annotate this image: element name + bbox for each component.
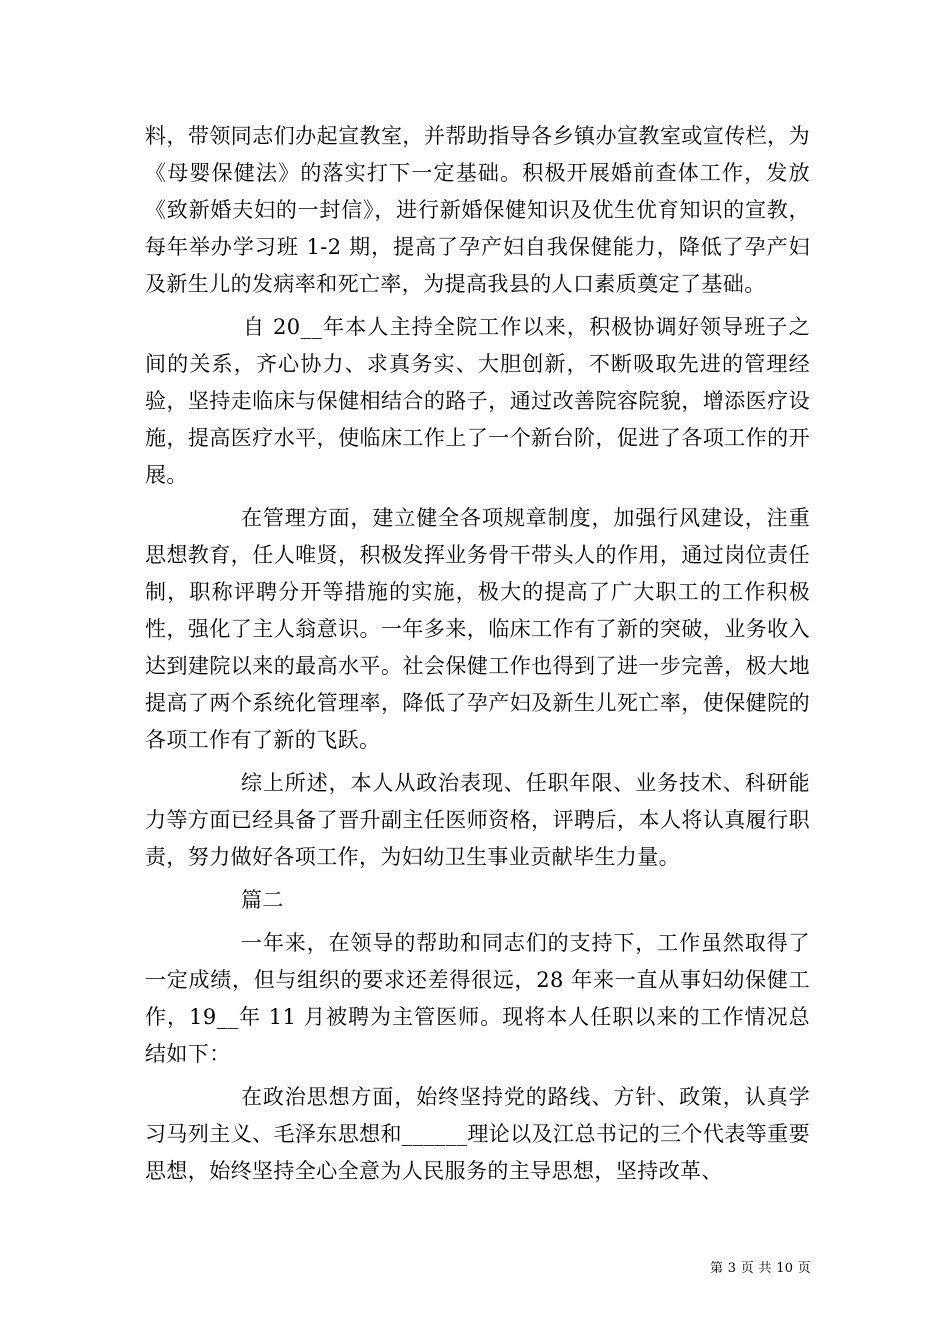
document-body <box>145 118 810 1196</box>
paragraph-part-two-intro: 一年来，在领导的帮助和同志们的支持下，工作虽然取得了一定成绩，但与组织的要求还差得很远，28 年来一直从事妇幼保健工作，19__年 11 月被聘为主管医师。现将本人任职以来的工作情况总结如下： <box>145 931 810 1066</box>
paragraph-management: 在管理方面，建立健全各项规章制度，加强行风建设，注重思想教育，任人唯贤，积极发挥业务骨干带头人的作用，通过岗位责任制，职称评聘分开等措施的实施，极大的提高了广大职工的工作积极性，强化了主人翁意识。一年多来，临床工作有了新的突破，业务收入达到建院以来的最高水平。社会保健工作也得到了进一步完善，极大地提高了两个系统化管理率，降低了孕产妇及新生儿死亡率，使保健院的各项工作有了新的飞跃。 <box>145 506 810 752</box>
section-heading-part-two: 篇二 <box>241 888 284 912</box>
paragraph-political-thought: 在政治思想方面，始终坚持党的路线、方针、政策，认真学习马列主义、毛泽东思想和______理论以及江总书记的三个代表等重要思想，始终坚持全心全意为人民服务的主导思想，坚持改革、 <box>145 1085 810 1183</box>
page-footer: 第 3 页 共 10 页 <box>710 1261 812 1276</box>
paragraph-continuation: 料，带领同志们办起宣教室，并帮助指导各乡镇办宣教室或宣传栏，为《母婴保健法》的落实打下一定基础。积极开展婚前查体工作，发放《致新婚夫妇的一封信》，进行新婚保健知识及优生优育知识的宣教，每年举办学习班 1-2 期，提高了孕产妇自我保健能力，降低了孕产妇及新生儿的发病率和死亡率，为提高我县的人口素质奠定了基础。 <box>145 124 810 296</box>
paragraph-leadership: 自 20__年本人主持全院工作以来，积极协调好领导班子之间的关系，齐心协力、求真务实、大胆创新，不断吸取先进的管理经验，坚持走临床与保健相结合的路子，通过改善院容院貌，增添医疗设施，提高医疗水平，使临床工作上了一个新台阶，促进了各项工作的开展。 <box>145 315 810 487</box>
paragraph-summary: 综上所述，本人从政治表现、任职年限、业务技术、科研能力等方面已经具备了晋升副主任医师资格，评聘后，本人将认真履行职责，努力做好各项工作，为妇幼卫生事业贡献毕生力量。 <box>145 771 810 869</box>
